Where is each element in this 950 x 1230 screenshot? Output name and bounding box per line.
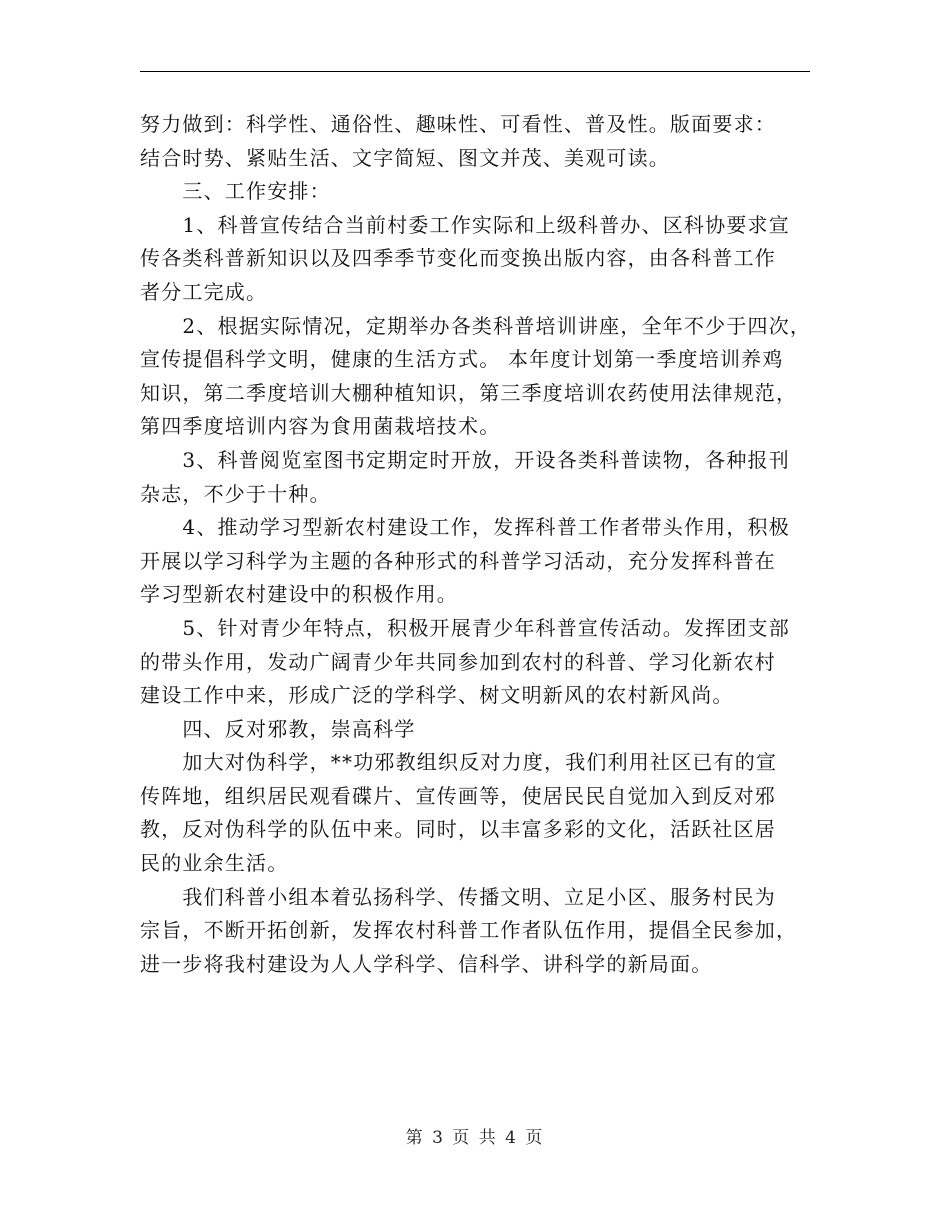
text-line: 第四季度培训内容为食用菌栽培技术。 <box>140 414 501 439</box>
paragraph <box>140 108 820 175</box>
text-line: 者分工完成。 <box>140 279 268 304</box>
text-line: 开展以学习科学为主题的各种形式的科普学习活动，充分发挥科普在 <box>140 548 776 573</box>
paragraph <box>140 310 820 444</box>
text-line: 杂志，不少于十种。 <box>140 481 331 506</box>
text-line: 2、根据实际情况，定期举办各类科普培训讲座，全年不少于四次， <box>140 313 812 338</box>
text-line: 宗旨，不断开拓创新，发挥农村科普工作者队伍作用，提倡全民参加， <box>140 918 798 943</box>
paragraph <box>140 444 820 511</box>
text-line: 进一步将我村建设为人人学科学、信科学、讲科学的新局面。 <box>140 951 713 976</box>
paragraph <box>140 612 820 713</box>
text-line: 4、推动学习型新农村建设工作，发挥科普工作者带头作用，积极 <box>140 515 790 540</box>
text-line: 努力做到：科学性、通俗性、趣味性、可看性、普及性。版面要求： <box>140 112 776 136</box>
text-line: 传阵地，组织居民观看碟片、宣传画等，使居民民自觉加入到反对邪 <box>140 783 776 808</box>
text-line: 我们科普小组本着弘扬科学、传播文明、立足小区、服务村民为 <box>140 884 776 909</box>
text-line: 四、反对邪教，崇高科学 <box>140 716 416 741</box>
text-line: 学习型新农村建设中的积极作用。 <box>140 582 458 607</box>
document-body <box>140 108 820 981</box>
section-heading <box>140 175 820 209</box>
text-line: 知识，第二季度培训大棚种植知识，第三季度培训农药使用法律规范， <box>140 380 798 405</box>
paragraph <box>140 881 820 982</box>
text-line: 三、工作安排： <box>140 179 331 204</box>
header-rule <box>140 71 810 72</box>
paragraph <box>140 746 820 880</box>
text-line: 民的业余生活。 <box>140 851 289 876</box>
text-line: 建设工作中来，形成广泛的学科学、树文明新风的农村新风尚。 <box>140 683 734 708</box>
text-line: 3、科普阅览室图书定期定时开放，开设各类科普读物，各种报刊 <box>140 447 790 472</box>
text-line: 5、针对青少年特点，积极开展青少年科普宣传活动。发挥团支部 <box>140 615 790 640</box>
text-line: 的带头作用，发动广阔青少年共同参加到农村的科普、学习化新农村 <box>140 649 776 674</box>
text-line: 1、科普宣传结合当前村委工作实际和上级科普办、区科协要求宣 <box>140 212 790 237</box>
paragraph <box>140 209 820 310</box>
text-line: 加大对伪科学，**功邪教组织反对力度，我们利用社区已有的宣 <box>140 750 778 775</box>
text-line: 结合时势、紧贴生活、文字简短、图文并茂、美观可读。 <box>140 145 670 170</box>
text-line: 宣传提倡科学文明，健康的生活方式。 本年度计划第一季度培训养鸡 <box>140 347 784 372</box>
text-line: 传各类科普新知识以及四季季节变化而变换出版内容，由各科普工作 <box>140 246 776 271</box>
text-line: 教，反对伪科学的队伍中来。同时，以丰富多彩的文化，活跃社区居 <box>140 817 776 842</box>
paragraph <box>140 511 820 612</box>
section-heading <box>140 713 820 747</box>
page-number: 第 3 页 共 4 页 <box>405 1128 545 1148</box>
